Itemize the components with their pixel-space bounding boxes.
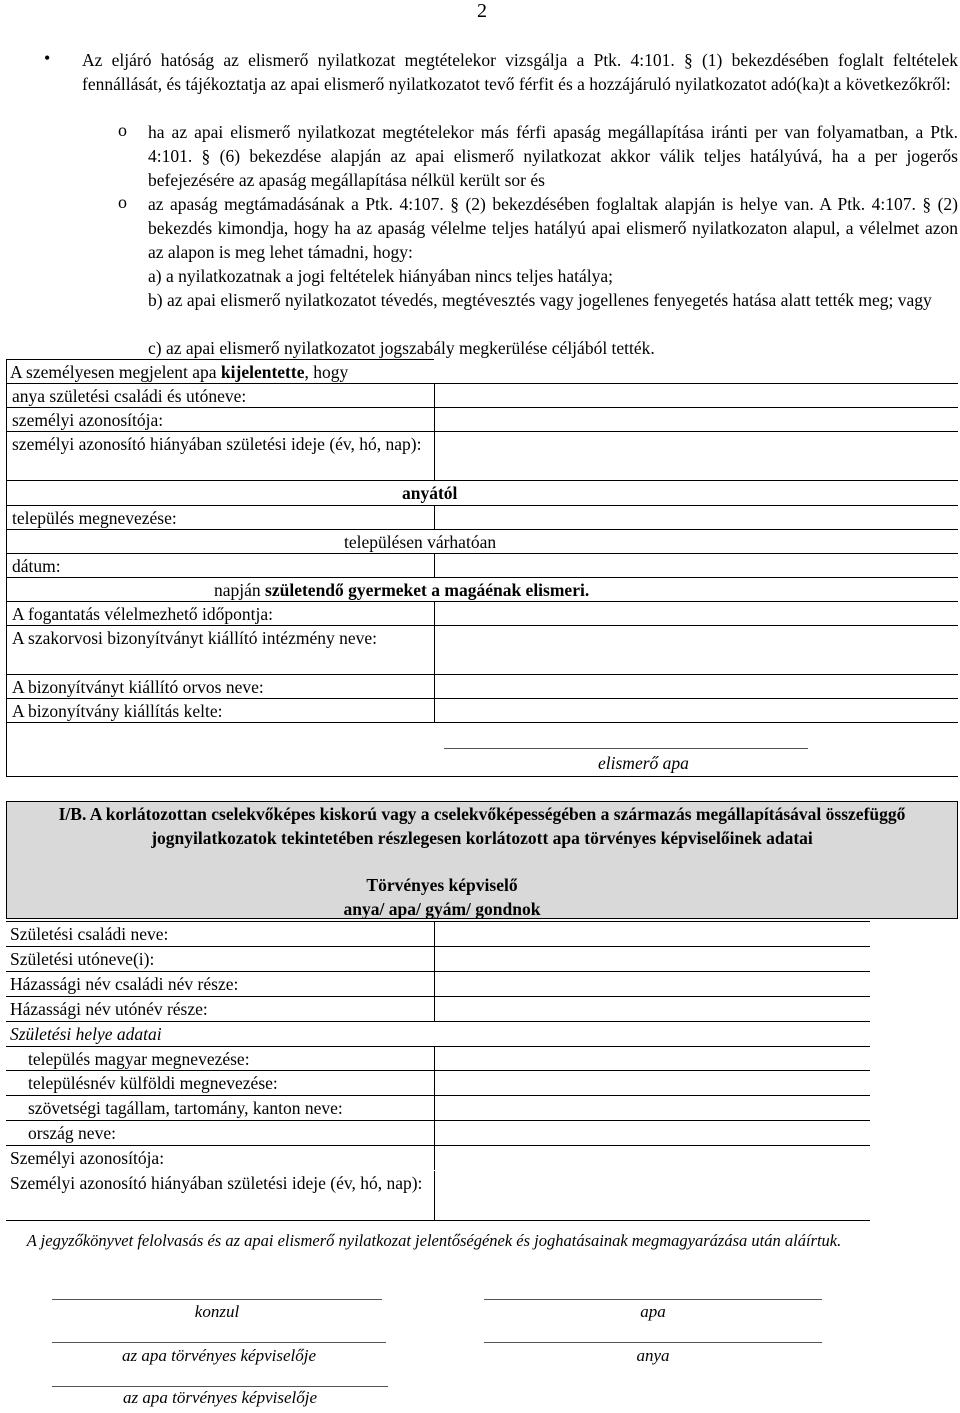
rep-field-label: Születési családi neve: — [10, 924, 169, 944]
rep2-label: az apa törvényes képviselője — [122, 1388, 317, 1407]
recognition-statement — [214, 578, 589, 602]
rep-roles: anya/ apa/ gyám/ gondnok — [343, 899, 541, 919]
declaration-heading-bold: kijelentette — [220, 362, 305, 382]
rep-field-divider — [6, 971, 870, 972]
on-day-text: napján — [214, 580, 266, 600]
rep-field-label: Születési helye adatai — [10, 1024, 162, 1044]
rep1-signature-line — [52, 1342, 386, 1344]
mother-signature-line — [484, 1342, 822, 1344]
rep-field-divider — [6, 1021, 870, 1022]
declaration-heading-post: , hogy — [304, 362, 349, 382]
recognizes-text: születendő gyermeket a magáénak elismeri. — [265, 580, 590, 600]
father-signature-line — [444, 748, 808, 750]
rep-field-label: szövetségi tagállam, tartomány, kanton neve: — [28, 1098, 343, 1118]
declaration-heading — [10, 360, 348, 384]
settlement-label: település megnevezése: — [12, 508, 177, 528]
subitem-c: c) az apai elismerő nyilatkozatot jogszabály megkerülése céljából tették. — [148, 338, 655, 358]
rep-field-divider — [6, 1046, 870, 1047]
page-number: 2 — [477, 0, 487, 22]
doctor-label: A bizonyítványt kiállító orvos neve: — [12, 677, 264, 697]
subitem-a: a) a nyilatkozatnak a jogi feltételek hiányában nincs teljes hatálya; — [148, 266, 614, 286]
consul-signature-line — [52, 1299, 382, 1301]
item-marker: o — [118, 192, 127, 212]
rep-field-label: Házassági név utónév része: — [10, 999, 208, 1019]
personal-id-label: személyi azonosítója: — [12, 410, 164, 430]
rep-field-value-cell[interactable] — [434, 1070, 435, 1095]
cert-date-label: A bizonyítvány kiállítás kelte: — [12, 701, 223, 721]
subitem-b: b) az apai elismerő nyilatkozatot tévedés, megtévesztés vagy jogellenes fenyegetés hatása alatt tették meg; vagy — [148, 290, 932, 310]
rep-field-divider — [6, 1095, 870, 1096]
rep-title: Törvényes képviselő — [366, 875, 518, 895]
declaration-heading-pre: A személyesen megjelent apa — [10, 362, 221, 382]
intro-item-1: ha az apai elismerő nyilatkozat megtételekor más férfi apaság megállapítása iránti per van folyamatban, a Ptk. 4:101. § (6) bekezdése alapján az apai elismerő nyilatkozat akkor válik teljes hatályúvá, ha a per jogerős befejezésére az apaság megállapítása nélkül került sor és — [148, 122, 958, 190]
father-label: apa — [640, 1302, 666, 1321]
bullet-marker: • — [44, 48, 51, 68]
consul-label: konzul — [194, 1302, 240, 1321]
rep-birth-date-label: Személyi azonosító hiányában születési ideje (év, hó, nap): — [10, 1173, 423, 1193]
item-marker: o — [118, 120, 127, 140]
rep-field-divider — [6, 996, 870, 997]
rep-field-label: település magyar megnevezése: — [28, 1049, 250, 1069]
conception-label: A fogantatás vélelmezhető időpontja: — [12, 604, 273, 624]
rep-field-label: ország neve: — [28, 1123, 116, 1143]
rep-field-value-cell[interactable] — [434, 996, 435, 1021]
footer-note: A jegyzőkönyvet felolvasás és az apai elismerő nyilatkozat jelentőségének és joghatásainak megmagyarázása után aláírtuk. — [26, 1231, 842, 1250]
date-label: dátum: — [12, 556, 61, 576]
intro-item-2: az apaság megtámadásának a Ptk. 4:107. § (2) bekezdésében foglaltak alapján is helye van. A Ptk. 4:107. § (2) bekezdés kimondja, hogy ha az apaság vélelme teljes hatályú apai elismerő nyilatkozaton alapul, a vélelmet azon az alapon is meg lehet támadni, hogy: — [148, 194, 958, 262]
rep-field-value-cell[interactable] — [434, 1046, 435, 1071]
rep-field-divider — [6, 1120, 870, 1121]
from-mother-text: anyától — [402, 483, 458, 503]
rep-field-value-cell[interactable] — [434, 1145, 435, 1170]
intro-text: Az eljáró hatóság az elismerő nyilatkozat megtételekor vizsgálja a Ptk. 4:101. § (1) bekezdésében foglalt feltételek fennállását, és tájékoztatja az apai elismerő nyilatkozatot tevő férfit és a hozzájáruló nyilatkozatot adó(ka)t a következőkről: — [82, 50, 958, 94]
rep-field-label: Személyi azonosítója: — [10, 1148, 165, 1168]
rep-field-label: településnév külföldi megnevezése: — [28, 1073, 278, 1093]
rep-field-value-cell[interactable] — [434, 946, 435, 971]
rep-field-divider — [6, 921, 870, 922]
father-signature-label: elismerő apa — [598, 753, 689, 773]
rep-field-divider — [6, 1145, 870, 1146]
rep-field-label: Házassági név családi név része: — [10, 974, 239, 994]
rep-field-value-cell[interactable] — [434, 1095, 435, 1120]
expected-in-text: településen várhatóan — [344, 532, 497, 552]
mother-name-label: anya születési családi és utóneve: — [12, 386, 247, 406]
rep-field-divider — [6, 1070, 870, 1071]
rep-field-label: Születési utóneve(i): — [10, 949, 155, 969]
rep1-label: az apa törvényes képviselője — [121, 1346, 316, 1365]
rep-field-value-cell[interactable] — [434, 1120, 435, 1145]
rep-field-value-cell[interactable] — [434, 971, 435, 996]
mother-label: anya — [636, 1346, 670, 1365]
birth-date-label: személyi azonosító hiányában születési ideje (év, hó, nap): — [12, 434, 422, 454]
father-final-signature-line — [484, 1299, 822, 1301]
institution-label: A szakorvosi bizonyítványt kiállító intézmény neve: — [12, 628, 377, 648]
section-ib-title: I/B. A korlátozottan cselekvőképes kiskorú vagy a cselekvőképességében a származás megállapításával összefüggő jognyilatkozatok tekintetében részlegesen korlátozott apa törvényes képviselőinek adatai — [58, 804, 906, 848]
rep-field-value-cell[interactable] — [434, 921, 435, 946]
intro-paragraph — [82, 48, 958, 96]
rep-field-divider — [6, 946, 870, 947]
